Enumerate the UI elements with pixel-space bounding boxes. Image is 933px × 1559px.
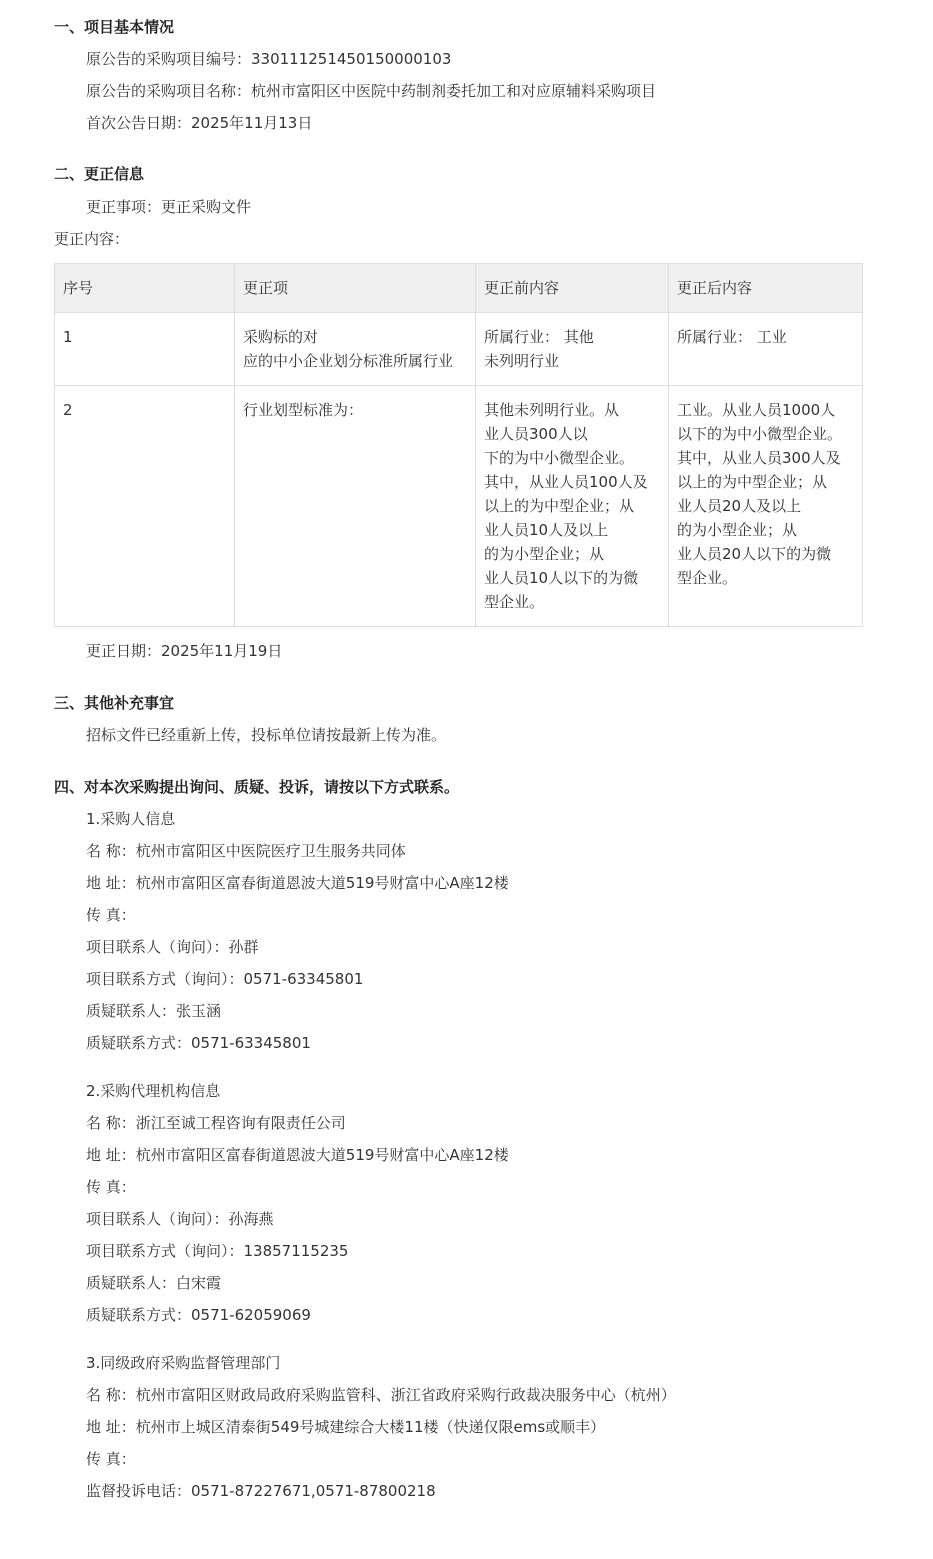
supplementary-text: 招标文件已经重新上传，投标单位请按最新上传为准。: [86, 726, 447, 744]
correction-date: 更正日期：2025年11月19日: [86, 642, 283, 660]
cell-after: 工业。从业人员1000人 以下的为中小微型企业。 其中，从业人员300人及 以上的为中型企业；从 业人员20人及以上 的为小型企业；从 业人员20人以下的为微 型企业。: [677, 401, 843, 587]
section-title-supplementary: 三、其他补充事宜: [54, 694, 175, 712]
section-title-basic-info: 一、项目基本情况: [54, 18, 175, 36]
table-row: [55, 386, 863, 627]
agency-contact: 项目联系人（询问）：孙海燕: [86, 1210, 274, 1228]
table-cell: [669, 386, 863, 627]
project-name: 原公告的采购项目名称：杭州市富阳区中医院中药制剂委托加工和对应原辅料采购项目: [86, 82, 657, 100]
purchaser-name: 名 称：杭州市富阳区中医院医疗卫生服务共同体: [86, 842, 406, 860]
correction-item: 更正事项：更正采购文件: [86, 198, 252, 216]
cell-seq: 1: [63, 328, 73, 346]
purchaser-fax: 传 真：: [86, 906, 136, 924]
table-cell: [235, 386, 476, 627]
supervisor-fax: 传 真：: [86, 1450, 136, 1468]
header-after: 更正后内容: [669, 264, 863, 313]
supervisor-name: 名 称：杭州市富阳区财政局政府采购监管科、浙江省政府采购行政裁决服务中心（杭州）: [86, 1386, 676, 1404]
agency-challenge-contact: 质疑联系人：白宋霞: [86, 1274, 222, 1292]
cell-before: 其他未列明行业。从 业人员300人以 下的为中小微型企业。 其中，从业人员100人及 以上的为中型企业；从 业人员10人及以上 的为小型企业；从 业人员10人以下的为微 型企业。: [484, 401, 648, 611]
agency-heading: 2.采购代理机构信息: [86, 1082, 221, 1100]
project-number: 原公告的采购项目编号：330111251450150000103: [86, 50, 452, 68]
purchaser-contact: 项目联系人（询问）：孙群: [86, 938, 259, 956]
section-title-contact: 四、对本次采购提出询问、质疑、投诉，请按以下方式联系。: [54, 778, 460, 796]
table-cell: [476, 313, 669, 386]
first-announcement-date: 首次公告日期：2025年11月13日: [86, 114, 313, 132]
purchaser-challenge-phone: 质疑联系方式：0571-63345801: [86, 1034, 311, 1052]
table-cell: [476, 386, 669, 627]
table-header-row: [55, 264, 863, 313]
purchaser-address: 地 址：杭州市富阳区富春街道恩波大道519号财富中心A座12楼: [86, 874, 509, 892]
supervisor-heading: 3.同级政府采购监督管理部门: [86, 1354, 281, 1372]
section-title-correction-info: 二、更正信息: [54, 165, 145, 183]
table-cell: [55, 386, 235, 627]
agency-address: 地 址：杭州市富阳区富春街道恩波大道519号财富中心A座12楼: [86, 1146, 509, 1164]
cell-before: 所属行业： 其他 未列明行业: [484, 328, 594, 370]
agency-challenge-phone: 质疑联系方式：0571-62059069: [86, 1306, 311, 1324]
supervisor-phone: 监督投诉电话：0571-87227671,0571-87800218: [86, 1482, 436, 1500]
correction-content-label: 更正内容：: [54, 230, 130, 248]
correction-table: [54, 263, 863, 627]
agency-contact-phone: 项目联系方式（询问）：13857115235: [86, 1242, 349, 1260]
purchaser-challenge-contact: 质疑联系人：张玉涵: [86, 1002, 222, 1020]
table-row: [55, 313, 863, 386]
table-cell: [669, 313, 863, 386]
agency-name: 名 称：浙江至诚工程咨询有限责任公司: [86, 1114, 346, 1132]
purchaser-heading: 1.采购人信息: [86, 810, 176, 828]
supervisor-address: 地 址：杭州市上城区清泰街549号城建综合大楼11楼（快递仅限ems或顺丰）: [86, 1418, 606, 1436]
cell-seq: 2: [63, 401, 73, 419]
header-before: 更正前内容: [476, 264, 669, 313]
cell-item: 行业划型标准为：: [243, 401, 364, 419]
cell-after: 所属行业： 工业: [677, 328, 787, 346]
purchaser-contact-phone: 项目联系方式（询问）：0571-63345801: [86, 970, 364, 988]
header-item: 更正项: [235, 264, 476, 313]
table-cell: [55, 313, 235, 386]
cell-item: 采购标的对 应的中小企业划分标准所属行业: [243, 328, 454, 370]
table-cell: [235, 313, 476, 386]
header-seq: 序号: [55, 264, 235, 313]
agency-fax: 传 真：: [86, 1178, 136, 1196]
